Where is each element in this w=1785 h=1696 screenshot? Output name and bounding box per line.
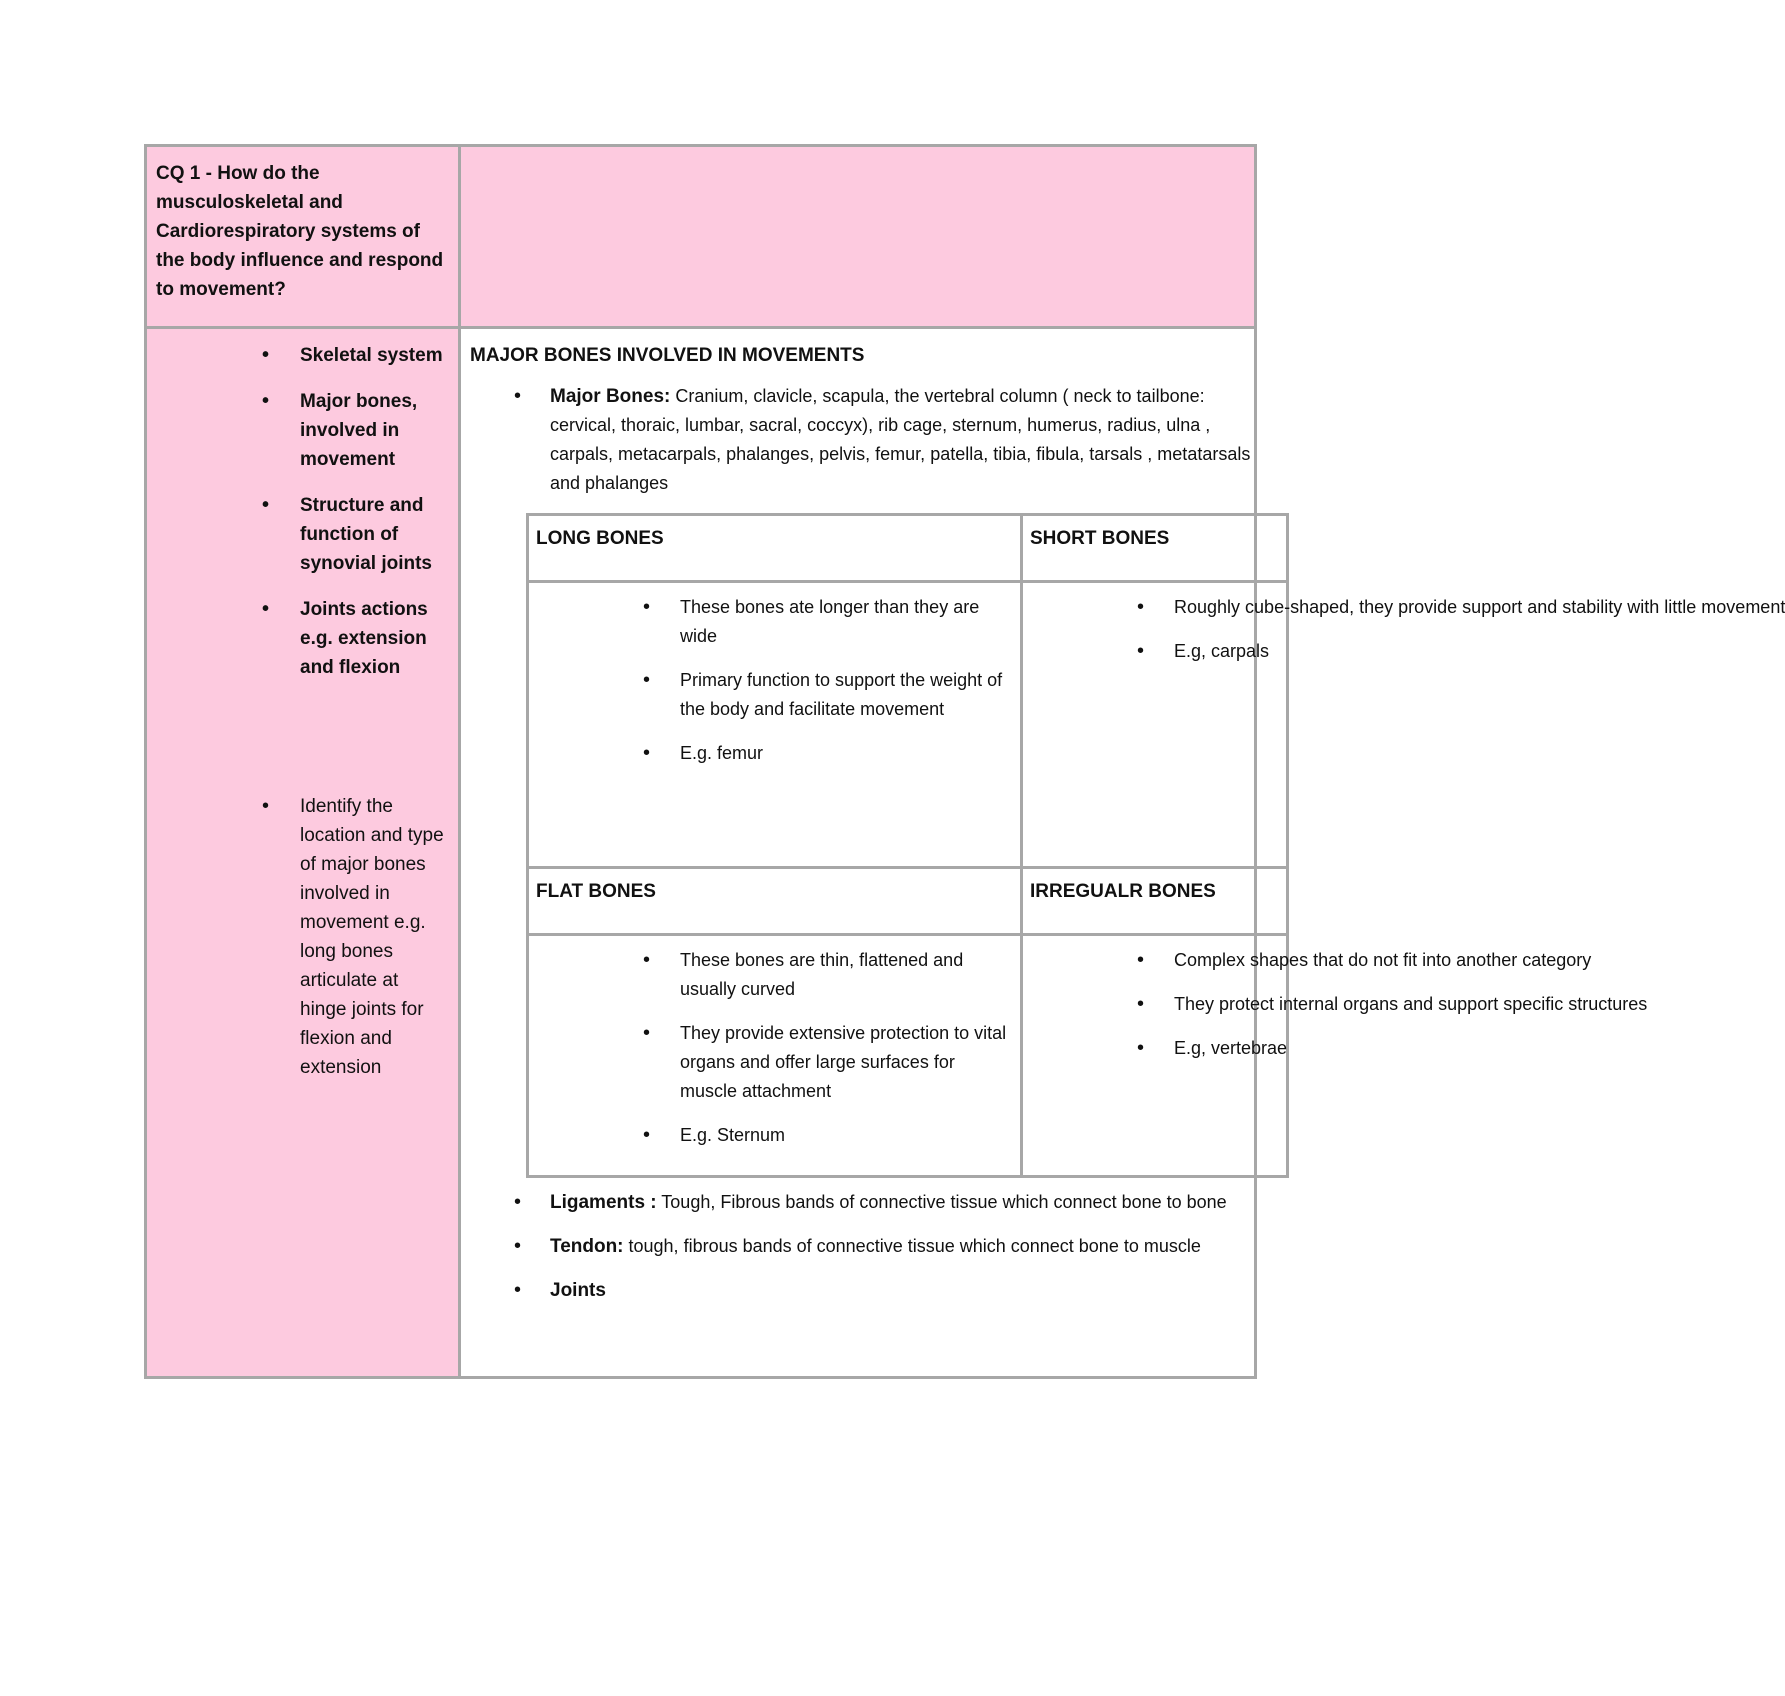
irregular-bones-item: • Complex shapes that do not fit into another category (1023, 946, 1278, 975)
topic-item: • Skeletal system (147, 341, 458, 370)
major-bones-text: Cranium, clavicle, scapula, the vertebral column ( neck to tailbone: cervical, thoraic, lumbar, sacral, coccyx), rib cage, sternum, humerus, radius, ulna , carpals, metacarpals, phalanges, pelvis, femur, patella, tibia, fibula, tarsals , metatarsals and phalanges (550, 386, 1251, 493)
ligaments-text: Tough, Fibrous bands of connective tissue which connect bone to bone (656, 1192, 1227, 1212)
question-cell (146, 146, 460, 328)
major-bones-item (470, 382, 1254, 498)
long-bones-header: LONG BONES (528, 515, 1022, 582)
joints-label: Joints (550, 1280, 606, 1301)
irregular-bones-item: • E.g, vertebrae (1023, 1034, 1278, 1063)
flat-bones-item: • E.g. Sternum (529, 1121, 1012, 1150)
flat-bones-item: • They provide extensive protection to vital organs and offer large surfaces for muscle attachment (529, 1019, 1012, 1106)
long-bones-body (528, 582, 1022, 868)
content-cell (460, 328, 1785, 1378)
major-bones-list (470, 382, 1254, 498)
joints-item (470, 1276, 1254, 1305)
irregular-bones-header: IRREGUALR BONES (1022, 868, 1288, 935)
major-bones-label: Major Bones: (550, 386, 671, 407)
bone-types-table (526, 513, 1785, 1178)
empty-header-cell (460, 146, 1256, 328)
irregular-bones-body (1022, 935, 1648, 1177)
short-bones-item: • E.g, carpals (1023, 637, 1278, 666)
long-bones-item: • Primary function to support the weight of the body and facilitate movement (529, 666, 1012, 724)
tendon-text: tough, fibrous bands of connective tissue which connect bone to muscle (623, 1236, 1201, 1256)
tendon-label: Tendon: (550, 1236, 624, 1257)
long-bones-item: • E.g. femur (529, 739, 1012, 768)
section-heading: MAJOR BONES INVOLVED IN MOVEMENTS (470, 345, 865, 366)
tendon-item (470, 1232, 1254, 1261)
topic-item: • Identify the location and type of major bones involved in movement e.g. long bones articulate at hinge joints for flexion and extension (147, 792, 458, 1082)
short-bones-body (1022, 582, 1785, 868)
long-bones-item: • These bones ate longer than they are wide (529, 593, 1012, 651)
question-title: CQ 1 - How do the musculoskeletal and Cardiorespiratory systems of the body influence and respond to movement? (156, 163, 444, 300)
ligaments-item (470, 1188, 1254, 1217)
topic-item: • Major bones, involved in movement (147, 387, 458, 474)
flat-bones-item: • These bones are thin, flattened and usually curved (529, 946, 1012, 1004)
short-bones-header: SHORT BONES (1022, 515, 1288, 582)
irregular-bones-item: • They protect internal organs and support specific structures (1023, 990, 1278, 1019)
topic-item: • Joints actions e.g. extension and flexion (147, 595, 458, 682)
topics-cell (146, 328, 460, 1378)
topic-list (147, 329, 458, 1082)
topic-item: • Structure and function of synovial joints (147, 491, 458, 578)
notes-table (144, 144, 1785, 1379)
short-bones-item: • Roughly cube-shaped, they provide support and stability with little movement (1023, 593, 1278, 622)
flat-bones-body (528, 935, 1022, 1177)
connective-tissue-list (470, 1188, 1254, 1305)
flat-bones-header: FLAT BONES (528, 868, 1022, 935)
ligaments-label: Ligaments : (550, 1192, 657, 1213)
